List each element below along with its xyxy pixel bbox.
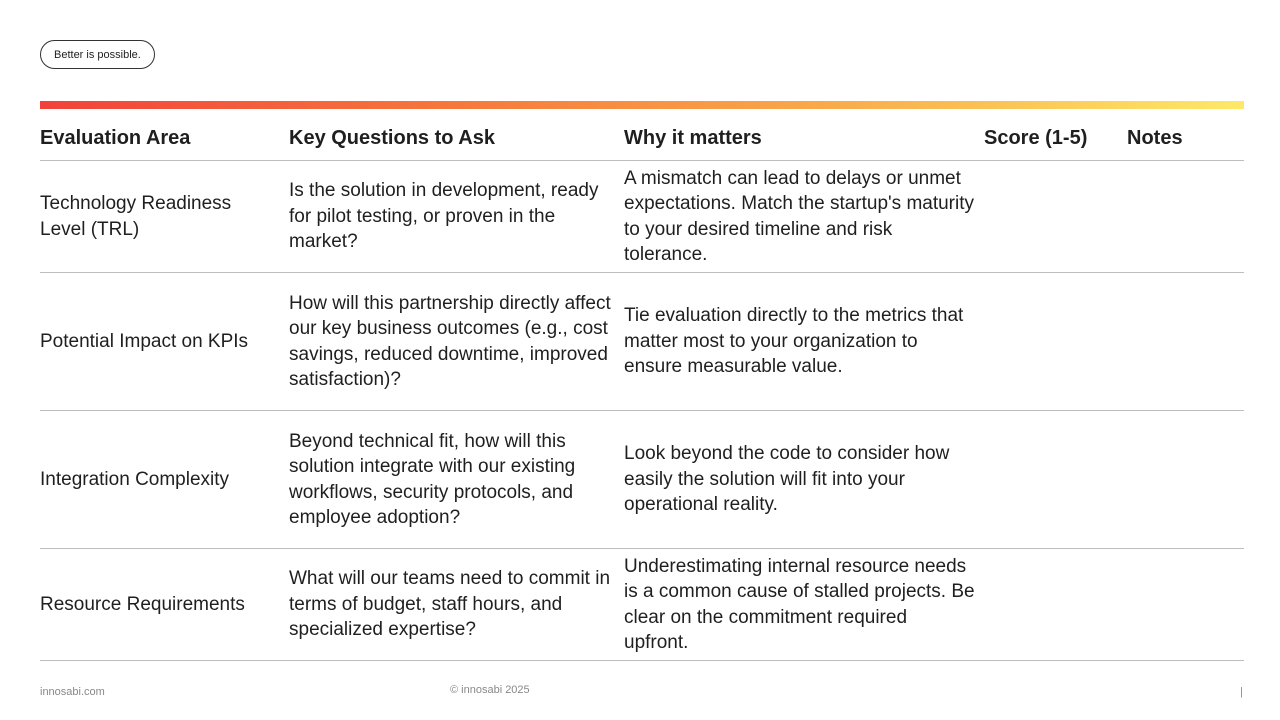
table-row xyxy=(40,273,1244,411)
cell-why-it-matters: Tie evaluation directly to the metrics that matter most to your organization to ensure measurable value. xyxy=(624,273,984,411)
table-row xyxy=(40,161,1244,273)
cell-notes[interactable] xyxy=(1127,273,1244,411)
tagline-text: Better is possible. xyxy=(54,48,141,61)
accent-gradient-bar xyxy=(40,101,1244,109)
cell-key-question: Beyond technical fit, how will this solution integrate with our existing workflows, security protocols, and employee adoption? xyxy=(289,411,624,549)
footer-copyright: © innosabi 2025 xyxy=(450,684,530,696)
cell-key-question: How will this partnership directly affect our key business outcomes (e.g., cost savings, reduced downtime, improved satisfaction)? xyxy=(289,273,624,411)
footer-website: innosabi.com xyxy=(40,686,105,698)
cell-notes[interactable] xyxy=(1127,549,1244,661)
table-row xyxy=(40,549,1244,661)
evaluation-table xyxy=(40,116,1244,661)
cell-notes[interactable] xyxy=(1127,411,1244,549)
cell-why-it-matters: Underestimating internal resource needs is a common cause of stalled projects. Be clear on the commitment required upfront. xyxy=(624,549,984,661)
cell-score[interactable] xyxy=(984,161,1127,273)
table-header-row xyxy=(40,116,1244,161)
cell-score[interactable] xyxy=(984,273,1127,411)
cell-score[interactable] xyxy=(984,549,1127,661)
cell-evaluation-area: Technology Readiness Level (TRL) xyxy=(40,161,289,273)
column-header-score: Score (1-5) xyxy=(984,116,1127,161)
tagline-badge xyxy=(40,40,155,69)
column-header-key-questions: Key Questions to Ask xyxy=(289,116,624,161)
cell-evaluation-area: Potential Impact on KPIs xyxy=(40,273,289,411)
cell-evaluation-area: Resource Requirements xyxy=(40,549,289,661)
cell-evaluation-area: Integration Complexity xyxy=(40,411,289,549)
cell-why-it-matters: A mismatch can lead to delays or unmet expectations. Match the startup's maturity to your desired timeline and risk tolerance. xyxy=(624,161,984,273)
column-header-notes: Notes xyxy=(1127,116,1244,161)
column-header-why-it-matters: Why it matters xyxy=(624,116,984,161)
table-row xyxy=(40,411,1244,549)
column-header-evaluation-area: Evaluation Area xyxy=(40,116,289,161)
cell-notes[interactable] xyxy=(1127,161,1244,273)
cell-score[interactable] xyxy=(984,411,1127,549)
cell-key-question: What will our teams need to commit in terms of budget, staff hours, and specialized expertise? xyxy=(289,549,624,661)
cell-key-question: Is the solution in development, ready for pilot testing, or proven in the market? xyxy=(289,161,624,273)
cell-why-it-matters: Look beyond the code to consider how easily the solution will fit into your operational reality. xyxy=(624,411,984,549)
footer-page-marker: | xyxy=(1240,686,1243,698)
